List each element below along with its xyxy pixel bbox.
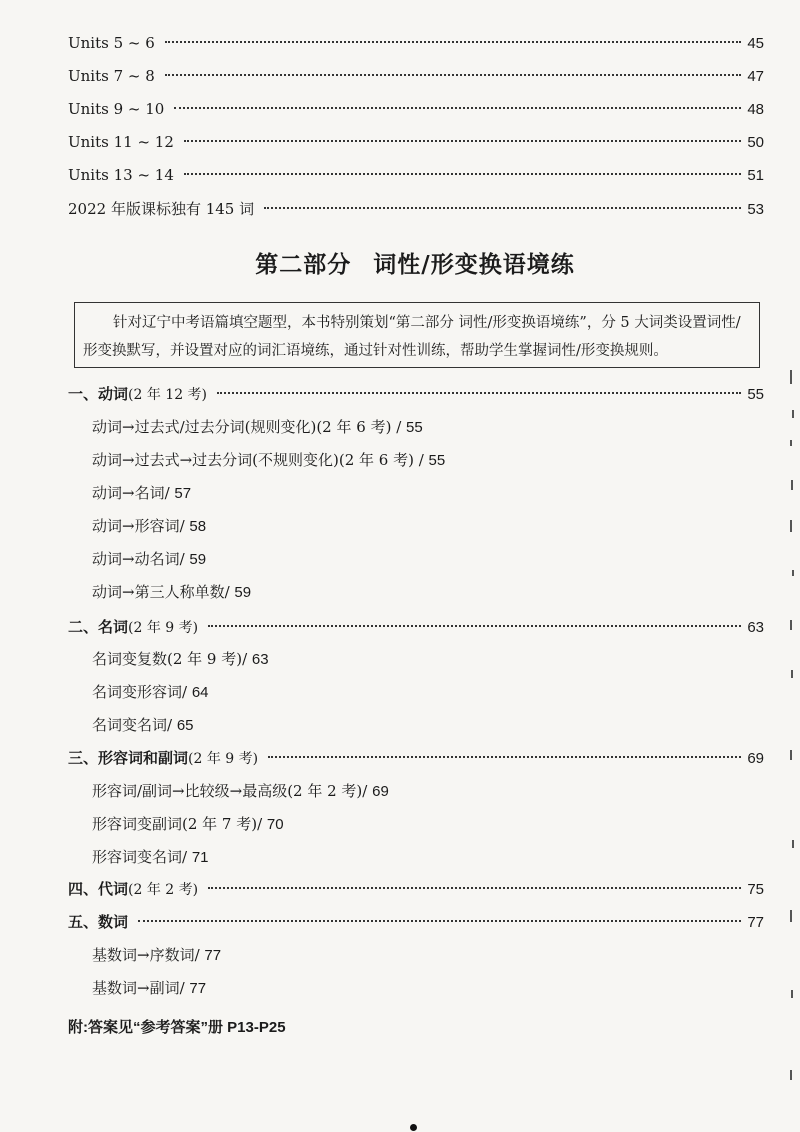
- section-heading: [68, 879, 764, 900]
- section-page: 77: [747, 914, 764, 931]
- dot-leader: [165, 41, 742, 43]
- part-title: [0, 246, 800, 279]
- scan-edge-marks: [784, 370, 798, 1130]
- subsection-label: 基数词→序数词/: [92, 946, 205, 964]
- subsection-page: 70: [266, 816, 284, 833]
- subsection-entry: [92, 649, 269, 670]
- section-page: 55: [747, 386, 764, 403]
- subsection-page: 59: [189, 551, 207, 568]
- dot-leader: [138, 920, 741, 922]
- part-title-number: 第二部分: [255, 251, 352, 278]
- subsection-entry: [92, 483, 191, 504]
- subsection-entry: [92, 715, 194, 736]
- section-exam-note: (2 年 9 考): [128, 620, 199, 636]
- section-heading: [68, 912, 764, 933]
- toc-entry-page: 53: [747, 201, 764, 218]
- subsection-label: 名词变名词/: [92, 716, 177, 734]
- section-exam-note: (2 年 12 考): [128, 387, 208, 403]
- toc-entry-label: Units 11 ~ 12: [68, 133, 174, 151]
- subsection-label: 形容词变名词/: [92, 848, 192, 866]
- subsection-label: 动词→名词/: [92, 484, 175, 502]
- section-title: 一、动词: [68, 385, 129, 403]
- subsection-entry: [92, 945, 221, 966]
- subsection-page: 65: [176, 717, 194, 734]
- subsection-entry: [92, 682, 209, 703]
- part-title-text: 词性/形变换语境练: [373, 251, 575, 278]
- toc-entry-label: Units 9 ~ 10: [68, 100, 165, 118]
- section-heading: [68, 384, 764, 405]
- subsection-page: 71: [191, 849, 209, 866]
- subsection-entry: [92, 847, 209, 868]
- dot-leader: [217, 392, 741, 394]
- subsection-label: 基数词→副词/: [92, 979, 190, 997]
- page-dot-mark: [410, 1124, 417, 1131]
- subsection-page: 57: [174, 485, 192, 502]
- subsection-page: 63: [251, 651, 269, 668]
- subsection-page: 64: [191, 684, 209, 701]
- toc-entry-label: Units 5 ~ 6: [68, 34, 155, 52]
- intro-note-text: 针对辽宁中考语篇填空题型，本书特别策划“第二部分 词性/形变换语境练”，分 5 大词类设置词性/形变换默写，并设置对应的词汇语境练，通过针对性训练，帮助学生掌握词性/形变换规则。: [83, 315, 741, 359]
- subsection-entry: [92, 814, 284, 835]
- toc-entry: [68, 66, 764, 87]
- subsection-entry: [92, 417, 423, 438]
- subsection-label: 动词→过去式→过去分词(不规则变化)(2 年 6 考) /: [92, 451, 429, 469]
- dot-leader: [174, 107, 741, 109]
- section-title: 三、形容词和副词: [68, 749, 189, 767]
- toc-entry-label: 2022 年版课标独有 145 词: [68, 200, 255, 218]
- section-page: 75: [747, 881, 764, 898]
- subsection-entry: [92, 781, 389, 802]
- toc-entry: [68, 199, 764, 220]
- toc-entry-page: 47: [747, 68, 764, 85]
- subsection-entry: [92, 450, 445, 471]
- section-page: 69: [747, 750, 764, 767]
- subsection-page: 59: [234, 584, 252, 601]
- section-page: 63: [747, 619, 764, 636]
- subsection-page: 58: [189, 518, 207, 535]
- toc-entry-label: Units 13 ~ 14: [68, 166, 174, 184]
- toc-entry-page: 51: [747, 167, 764, 184]
- dot-leader: [184, 140, 741, 142]
- dot-leader: [264, 207, 741, 209]
- section-title: 二、名词: [68, 618, 129, 636]
- subsection-page: 55: [406, 419, 423, 436]
- dot-leader: [165, 74, 742, 76]
- subsection-label: 动词→过去式/过去分词(规则变化)(2 年 6 考) /: [92, 418, 407, 436]
- subsection-page: 69: [372, 783, 389, 800]
- subsection-page: 77: [189, 980, 207, 997]
- section-exam-note: (2 年 2 考): [128, 882, 199, 898]
- subsection-label: 名词变形容词/: [92, 683, 192, 701]
- section-title: 四、代词: [68, 880, 129, 898]
- subsection-label: 动词→形容词/: [92, 517, 190, 535]
- subsection-label: 动词→第三人称单数/: [92, 583, 235, 601]
- toc-entry: [68, 165, 764, 186]
- section-heading: [68, 748, 764, 769]
- toc-entry: [68, 132, 764, 153]
- toc-entry-page: 48: [747, 101, 764, 118]
- subsection-entry: [92, 549, 206, 570]
- toc-entry-page: 45: [747, 35, 764, 52]
- dot-leader: [208, 625, 741, 627]
- subsection-label: 形容词/副词→比较级→最高级(2 年 2 考)/: [92, 782, 373, 800]
- subsection-label: 形容词变副词(2 年 7 考)/: [92, 815, 267, 833]
- subsection-label: 动词→动名词/: [92, 550, 190, 568]
- intro-note-box: [74, 302, 760, 368]
- subsection-page: 77: [204, 947, 222, 964]
- toc-entry: [68, 33, 764, 54]
- dot-leader: [268, 756, 741, 758]
- subsection-label: 名词变复数(2 年 9 考)/: [92, 650, 252, 668]
- dot-leader: [184, 173, 741, 175]
- section-heading: [68, 617, 764, 638]
- appendix-note: 附:答案见“参考答案”册 P13-P25: [68, 1019, 286, 1036]
- subsection-entry: [92, 582, 251, 603]
- toc-entry-page: 50: [747, 134, 764, 151]
- toc-entry: [68, 99, 764, 120]
- subsection-page: 55: [428, 452, 446, 469]
- toc-entry-label: Units 7 ~ 8: [68, 67, 155, 85]
- section-title: 五、数词: [68, 913, 129, 931]
- section-exam-note: (2 年 9 考): [188, 751, 259, 767]
- dot-leader: [208, 887, 741, 889]
- subsection-entry: [92, 978, 206, 999]
- subsection-entry: [92, 516, 206, 537]
